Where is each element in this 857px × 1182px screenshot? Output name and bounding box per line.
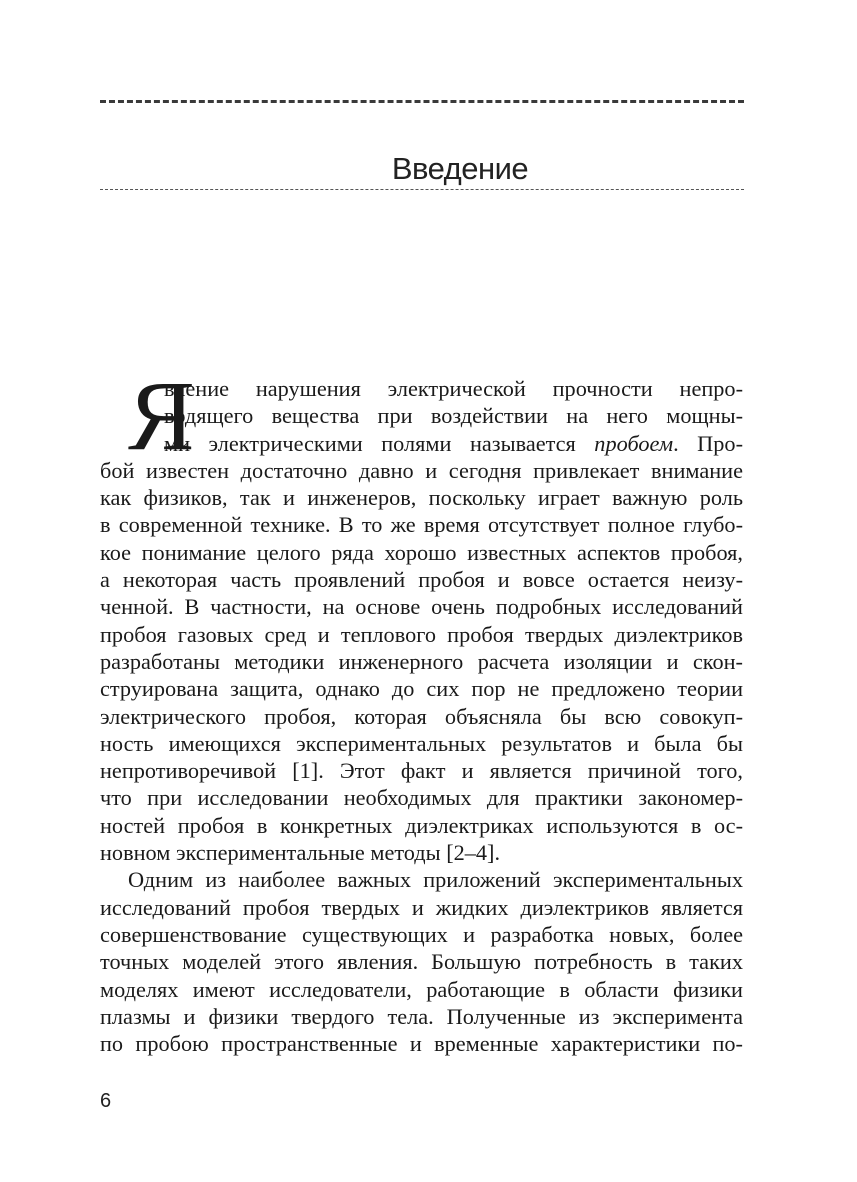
chapter-title: Введение [391,150,529,186]
text-line: плазмы и физики твердого тела. Полученные из эксперимента [100,1003,743,1029]
text-line: а некоторая часть проявлений пробоя и вовсе остается неизу- [100,567,743,593]
text-line: непротиворечивой [1]. Этот факт и является причиной того, [100,758,743,784]
bottom-dashed-rule [100,189,744,190]
text-line: что при исследовании необходимых для практики закономер- [100,785,743,811]
text-fragment: ми электрическими полями называется [164,430,595,456]
text-line: пробоя газовых сред и теплового пробоя твердых диэлектриков [100,621,743,647]
text-line: струирована защита, однако до сих пор не предложено теории [100,676,743,702]
text-fragment: . Про- [673,430,743,456]
text-line: точных моделей этого явления. Большую потребность в таких [100,949,743,975]
text-line: совершенствование существующих и разработка новых, более [100,921,743,947]
body-text [100,360,743,1057]
paragraph-1 [100,375,743,866]
text-line: новном экспериментальные методы [2–4]. [100,840,501,866]
text-line: разработаны методики инженерного расчета изоляции и скон- [100,648,743,674]
text-line: бой известен достаточно давно и сегодня привлекает внимание [100,457,743,483]
text-line: вление нарушения электрической прочности непро- [164,376,743,401]
paragraph-2 [100,866,743,1057]
text-line: кое понимание целого ряда хорошо известных аспектов пробоя, [100,539,743,565]
emphasized-term: пробоем [594,430,674,456]
page-number: 6 [100,1090,112,1112]
text-line: ностей пробоя в конкретных диэлектриках используются в ос- [100,812,743,838]
drop-cap: Я [128,360,195,471]
text-line: по пробою пространственные и временные характеристики по- [100,1031,743,1057]
text-line [100,430,743,457]
text-line: в современной технике. В то же время отсутствует полное глубо- [100,512,743,538]
text-line: моделях имеют исследователи, работающие в области физики [100,976,743,1002]
text-line: ченной. В частности, на основе очень подробных исследований [100,594,743,620]
top-dashed-rule [100,100,744,103]
text-line: исследований пробоя твердых и жидких диэлектриков является [100,894,743,920]
text-line: электрического пробоя, которая объясняла бы всю совокуп- [100,703,743,729]
text-line: как физиков, так и инженеров, поскольку играет важную роль [100,485,743,511]
text-line: водящего вещества при воздействии на него мощны- [164,403,743,429]
text-line: Одним из наиболее важных приложений экспериментальных [128,867,743,893]
text-line: ность имеющихся экспериментальных результатов и была бы [100,730,743,756]
